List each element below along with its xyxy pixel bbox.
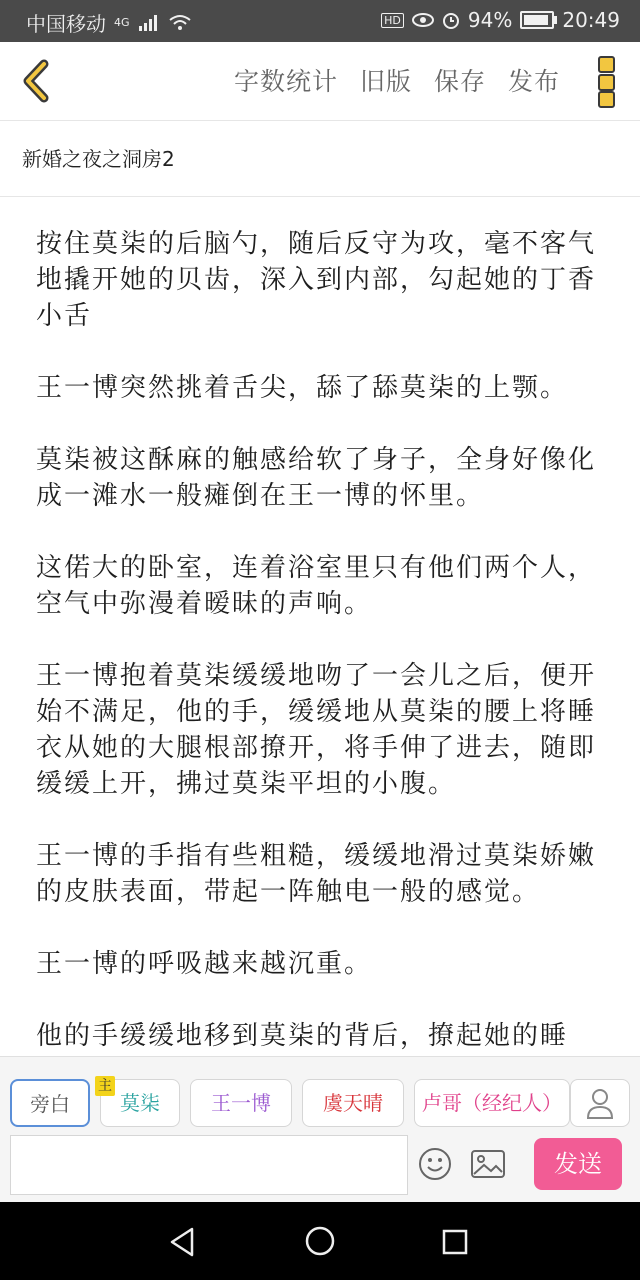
- status-bar-right: [381, 8, 620, 32]
- paragraph: 王一博突然挑着舌尖，舔了舔莫柒的上颚。: [36, 373, 569, 403]
- battery-percent: 94%: [467, 8, 513, 32]
- chevron-left-icon: [14, 56, 64, 106]
- role-chip-lu-ge[interactable]: [414, 1079, 570, 1127]
- eye-icon: [412, 12, 434, 28]
- triangle-back-icon: [168, 1226, 198, 1258]
- clock: 20:49: [562, 8, 620, 32]
- emoji-button[interactable]: [418, 1147, 452, 1181]
- composer-panel: [0, 1056, 640, 1203]
- save-button[interactable]: 保存: [433, 67, 486, 96]
- nav-recents-button[interactable]: [442, 1229, 468, 1255]
- more-vertical-icon-dot: [598, 91, 615, 108]
- more-vertical-icon-dot: [598, 74, 615, 91]
- status-bar: [0, 0, 640, 42]
- network-label: 4G: [114, 16, 130, 29]
- image-icon: [470, 1149, 506, 1179]
- alarm-icon: [442, 11, 460, 29]
- chapter-title[interactable]: 新婚之夜之洞房2: [0, 121, 640, 197]
- more-menu-button[interactable]: [596, 56, 616, 108]
- hd-badge: HD: [381, 13, 404, 28]
- paragraph: 这偌大的卧室，连着浴室里只有他们两个人，空气中弥漫着暧昧的声响。: [36, 553, 597, 619]
- publish-button[interactable]: 发布: [507, 67, 560, 96]
- role-chip-wang-yibo[interactable]: [190, 1079, 292, 1127]
- role-selector: [10, 1079, 640, 1129]
- role-chip-narrator[interactable]: [10, 1079, 90, 1127]
- paragraph: 王一博抱着莫柒缓缓地吻了一会儿之后，便开始不满足，他的手，缓缓地从莫柒的腰上将睡衣从她的大腿根部撩开，将手伸了进去，随即缓缓上开，拂过莫柒平坦的小腹。: [36, 661, 597, 799]
- role-chip-mo-qi[interactable]: [100, 1079, 180, 1127]
- image-button[interactable]: [470, 1149, 506, 1179]
- paragraph: 莫柒被这酥麻的触感给软了身子，全身好像化成一滩水一般瘫倒在王一博的怀里。: [36, 445, 597, 511]
- role-label: 王一博: [211, 1091, 271, 1115]
- story-content[interactable]: [0, 198, 640, 1056]
- paragraph: 王一博的呼吸越来越沉重。: [36, 949, 373, 979]
- smiley-icon: [418, 1147, 452, 1181]
- back-button[interactable]: [14, 56, 64, 106]
- send-button[interactable]: 发送: [534, 1138, 622, 1190]
- wifi-icon: [168, 14, 192, 32]
- signal-icon: [138, 14, 160, 32]
- more-vertical-icon: [598, 56, 615, 73]
- paragraph: 按住莫柒的后脑勺，随后反守为攻，毫不客气地撬开她的贝齿，深入到内部，勾起她的丁香小舌: [36, 229, 597, 331]
- word-count-button[interactable]: 字数统计: [233, 67, 338, 96]
- role-label: 莫柒: [120, 1091, 160, 1115]
- old-version-button[interactable]: 旧版: [359, 67, 412, 96]
- role-manage-button[interactable]: [570, 1079, 630, 1127]
- paragraph: 他的手缓缓地移到莫柒的背后，撩起她的睡: [36, 1021, 569, 1051]
- role-label: 虞天晴: [323, 1091, 383, 1115]
- toolbar-actions: [234, 62, 560, 98]
- paragraph: 王一博的手指有些粗糙，缓缓地滑过莫柒娇嫩的皮肤表面，带起一阵触电一般的感觉。: [36, 841, 597, 907]
- role-label: 卢哥（经纪人）: [422, 1091, 562, 1115]
- square-recents-icon: [442, 1229, 468, 1255]
- status-bar-left: [26, 8, 192, 37]
- nav-home-button[interactable]: [305, 1226, 335, 1256]
- role-label: 旁白: [30, 1092, 70, 1116]
- message-input[interactable]: [10, 1135, 408, 1195]
- top-toolbar: [0, 42, 640, 121]
- system-nav-bar: [0, 1202, 640, 1280]
- battery-icon: [520, 11, 554, 29]
- circle-home-icon: [305, 1226, 335, 1256]
- person-icon: [571, 1080, 629, 1126]
- carrier-label: 中国移动: [26, 12, 106, 36]
- main-role-badge: 主: [95, 1076, 115, 1096]
- role-chip-yu-tianqing[interactable]: [302, 1079, 404, 1127]
- nav-back-button[interactable]: [168, 1226, 198, 1258]
